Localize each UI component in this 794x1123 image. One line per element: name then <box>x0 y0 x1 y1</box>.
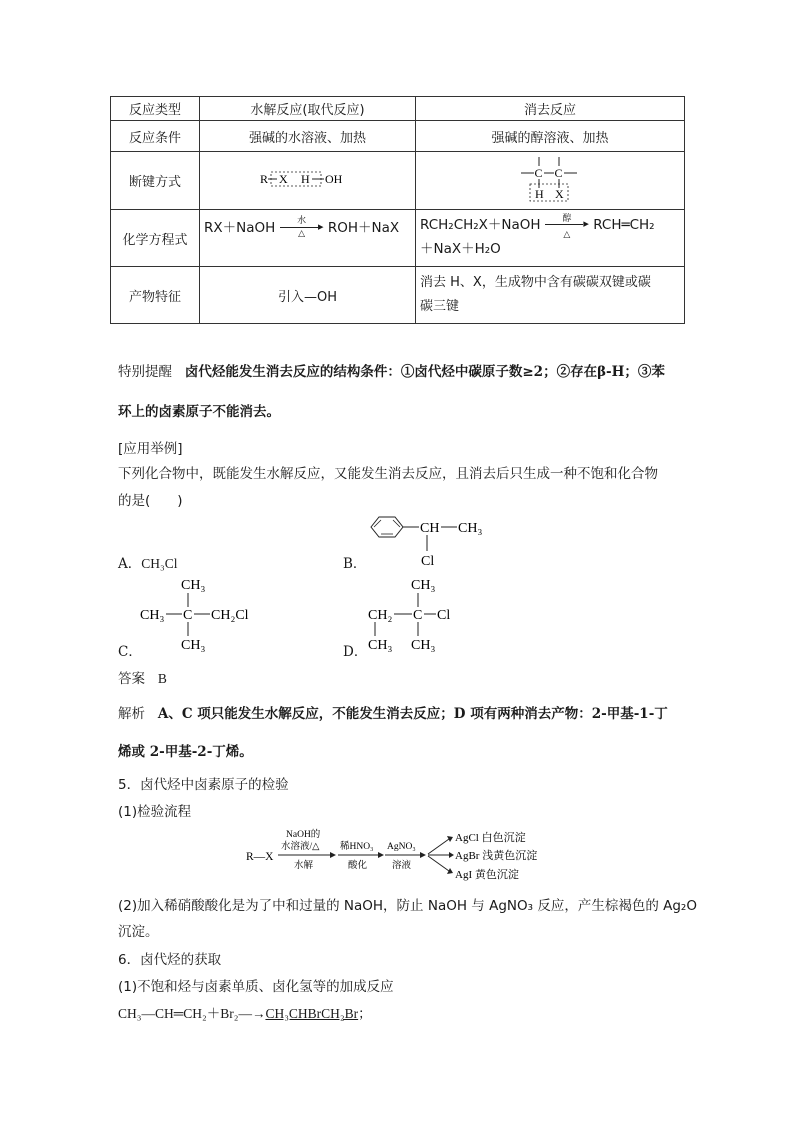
section5-sub2-line-1: (2)加入稀硝酸酸化是为了中和过量的 NaOH，防止 NaOH 与 AgNO₃ 反应，产生棕褐色的 Ag₂O <box>118 898 697 914</box>
equation-line-2: ＋NaX＋H₂O <box>420 241 501 257</box>
equation-products: RCH═CH₂ <box>593 217 655 233</box>
ch2-label: CH₂ <box>368 608 393 623</box>
reaction-arrow <box>280 216 324 239</box>
arrow-head-icon <box>378 852 384 858</box>
option-d-structure <box>366 573 476 653</box>
arrow-line <box>280 227 318 228</box>
equation-product: CH₃CHBrCH₂Br <box>265 1006 359 1021</box>
option-a <box>118 552 177 572</box>
row-label: 断键方式 <box>111 152 200 210</box>
ch3-label: CH₃ <box>181 638 206 653</box>
ch3-label: CH₃ <box>181 578 206 593</box>
ch3-label: CH₃ <box>458 521 483 536</box>
hydrolysis-conditions: 强碱的水溶液、加热 <box>200 121 416 152</box>
option-d-label: D． <box>343 644 368 660</box>
section5-title: 5．卤代烃中卤素原子的检验 <box>118 777 289 793</box>
elimination-product-feature <box>416 267 685 324</box>
example-header: [应用举例] <box>118 441 183 457</box>
row-label: 化学方程式 <box>111 210 200 267</box>
hydrolysis-bond-diagram <box>258 168 358 190</box>
reaction-arrow <box>545 214 589 240</box>
h-atom-label: H <box>300 171 310 186</box>
section6-title: 6．卤代烃的获取 <box>118 952 222 968</box>
note-label: 特别提醒 <box>118 364 172 380</box>
arrow-head-icon: ▸ <box>583 217 589 230</box>
elimination-equation <box>416 210 685 267</box>
ch3-label: CH₃ <box>368 638 393 653</box>
ch2cl-label: CH₂Cl <box>211 608 249 623</box>
arrow-head-icon <box>447 868 453 874</box>
row-label: 产物特征 <box>111 267 200 324</box>
arrow-head-icon <box>449 852 454 858</box>
c-atom-label: C <box>534 165 543 180</box>
equation-line <box>420 214 680 240</box>
elimination-conditions: 强碱的醇溶液、加热 <box>416 121 685 152</box>
arrow-head-icon <box>330 852 336 858</box>
hydrolysis-product-feature: 引入—OH <box>200 267 416 324</box>
analysis-line-1 <box>118 702 668 722</box>
step1-condition-2: 水溶液/△ <box>281 842 320 852</box>
analysis-label: 解析 <box>118 706 145 722</box>
flow-start-label: R—X <box>246 851 274 863</box>
answer-label: 答案 <box>118 671 145 687</box>
step2-label: 酸化 <box>348 861 368 871</box>
table-row-equation <box>111 210 685 267</box>
option-b-structure <box>365 513 495 573</box>
branch-arrow <box>428 839 449 854</box>
option-c-structure <box>138 573 268 653</box>
equation-reactants: CH₃—CH═CH₂＋Br₂—→ <box>118 1006 266 1021</box>
header-hydrolysis: 水解反应(取代反应) <box>200 97 416 121</box>
header-elimination: 消去反应 <box>416 97 685 121</box>
table-row-conditions <box>111 121 685 152</box>
special-note-line-2: 环上的卤素原子不能消去。 <box>118 404 280 420</box>
elimination-bond-break-diagram <box>416 152 685 210</box>
step1-label: 水解 <box>294 861 314 871</box>
equation-products: ROH＋NaX <box>327 220 400 236</box>
ch3-label: CH₃ <box>411 578 436 593</box>
question-line-2: 的是( ) <box>118 493 183 509</box>
cl-label: Cl <box>421 554 435 569</box>
section5-sub2-line-2: 沉淀。 <box>118 924 159 940</box>
branch-arrow <box>428 856 449 871</box>
header-reaction-type: 反应类型 <box>111 97 200 121</box>
c-atom-label: C <box>554 165 563 180</box>
arrow-head-icon: ▸ <box>318 220 324 233</box>
ch3-label: CH₃ <box>140 608 165 623</box>
table-row-bond-break <box>111 152 685 210</box>
benzene-bond <box>393 520 400 527</box>
option-label: A． <box>118 556 142 572</box>
arrow-line <box>545 224 583 225</box>
row-label: 反应条件 <box>111 121 200 152</box>
c-label: C <box>183 608 193 623</box>
special-note-line-1 <box>118 360 665 380</box>
hydrolysis-bond-break-diagram <box>200 152 416 210</box>
note-text: 卤代烃能发生消去反应的结构条件：①卤代烃中碳原子数≥2；②存在 <box>184 364 598 380</box>
benzene-bond <box>374 520 381 527</box>
r-group-label: R <box>259 171 268 186</box>
step3-condition: AgNO₃ <box>387 842 416 852</box>
note-text-tail: β-H；③苯 <box>597 364 665 380</box>
option-a-formula: CH₃Cl <box>141 556 178 571</box>
arrow-condition-top: 醇 <box>562 214 572 224</box>
cl-label: Cl <box>437 608 451 623</box>
table-row-product-feature <box>111 267 685 324</box>
equation-end: ； <box>358 1006 372 1021</box>
hydrolysis-equation <box>200 210 416 267</box>
step2-condition: 稀HNO₃ <box>340 842 374 852</box>
feature-line-1: 消去 H、X，生成物中含有碳碳双键或碳 <box>420 275 651 290</box>
result-agi: AgI 黄色沉淀 <box>455 869 519 881</box>
ch-label: CH <box>420 521 440 536</box>
detection-flow-diagram <box>244 827 564 885</box>
oh-group-label: OH <box>324 171 342 186</box>
arrow-condition-bottom: △ <box>298 229 306 239</box>
answer-value: B <box>157 671 167 686</box>
option-c-label: C． <box>118 644 142 660</box>
comparison-table <box>110 96 685 324</box>
answer-line <box>118 667 167 687</box>
ch3-label: CH₃ <box>411 638 436 653</box>
arrow-condition-top: 水 <box>297 216 307 226</box>
table-header-row <box>111 97 685 121</box>
section6-equation <box>118 1002 372 1022</box>
feature-line-2: 碳三键 <box>420 299 460 314</box>
equation-reactants: RX＋NaOH <box>204 220 276 236</box>
arrow-head-icon <box>420 852 426 858</box>
x-atom-label: X <box>278 171 288 186</box>
arrow-head-icon <box>447 836 453 842</box>
question-line-1: 下列化合物中，既能发生水解反应，又能发生消去反应，且消去后只生成一种不饱和化合物 <box>118 466 658 482</box>
result-agcl: AgCl 白色沉淀 <box>455 832 526 844</box>
section5-sub1: (1)检验流程 <box>118 804 192 820</box>
c-label: C <box>413 608 423 623</box>
option-b-label: B． <box>343 556 367 572</box>
analysis-line-2: 烯或 2-甲基-2-丁烯。 <box>118 744 253 760</box>
step1-condition-1: NaOH的 <box>286 830 321 840</box>
equation-reactants: RCH₂CH₂X＋NaOH <box>420 217 541 233</box>
section6-sub1: (1)不饱和烃与卤素单质、卤化氢等的加成反应 <box>118 979 394 995</box>
arrow-condition-bottom: △ <box>563 230 571 240</box>
x-atom-label: X <box>555 186 564 201</box>
step3-label: 溶液 <box>392 861 412 871</box>
result-agbr: AgBr 浅黄色沉淀 <box>455 850 538 862</box>
h-atom-label: H <box>535 186 544 201</box>
analysis-text: A、C 项只能发生水解反应，不能发生消去反应；D 项有两种消去产物：2-甲基-1-丁 <box>157 706 668 722</box>
elimination-bond-diagram <box>515 155 585 203</box>
